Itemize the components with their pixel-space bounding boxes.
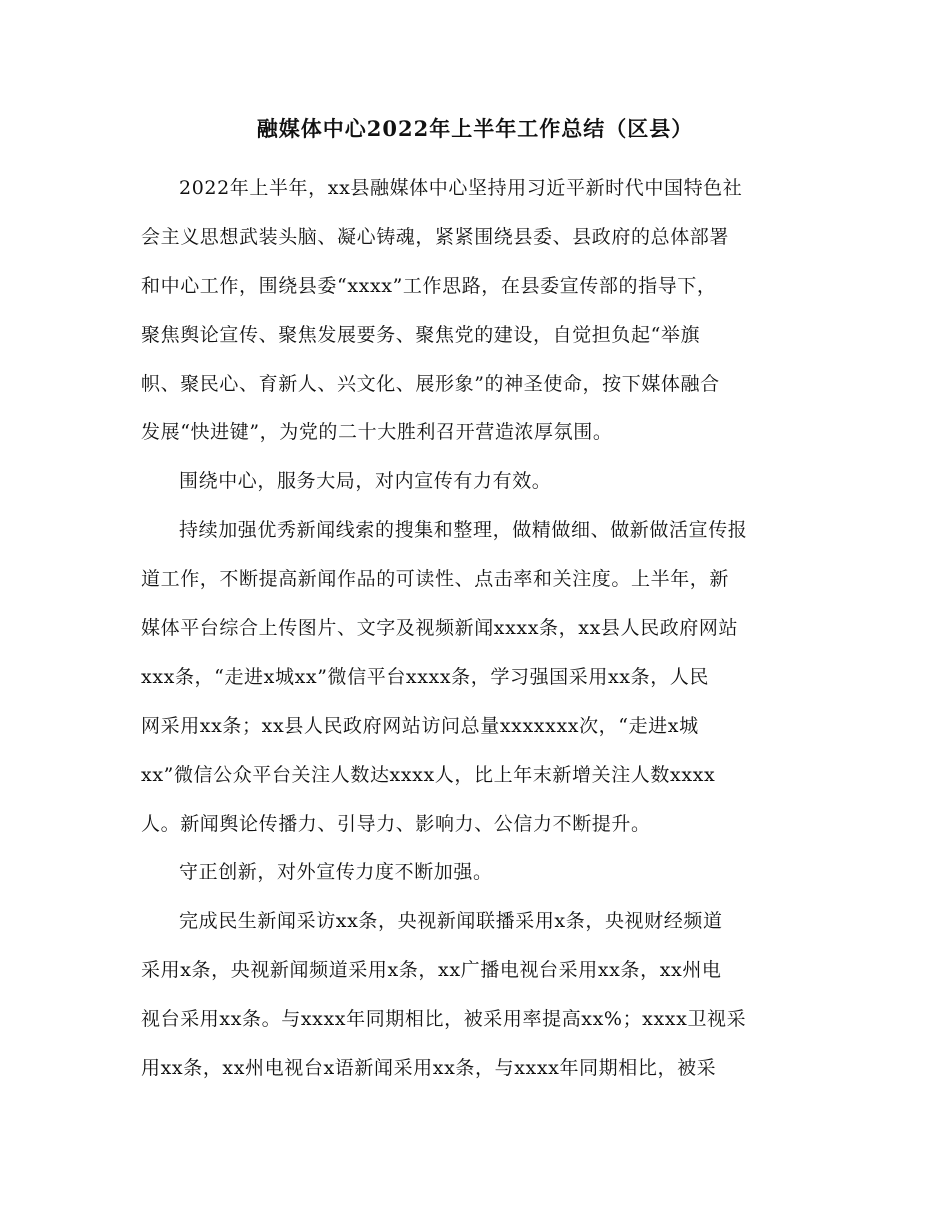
section-heading-line: 守正创新，对外宣传力度不断加强。 (179, 861, 493, 884)
paragraph-line: 网采用xx条；xx县人民政府网站访问总量xxxxxxx次，“走进x城 (141, 714, 699, 737)
document-body (141, 164, 809, 1093)
paragraph-line: 持续加强优秀新闻线索的搜集和整理，做精做细、做新做活宣传报 (179, 519, 748, 542)
paragraph-line: 2022年上半年，xx县融媒体中心坚持用习近平新时代中国特色社 (179, 177, 743, 199)
paragraph-line: 人。新闻舆论传播力、引导力、影响力、公信力不断提升。 (141, 812, 651, 835)
document-title: 融媒体中心2022年上半年工作总结（区县） (256, 116, 694, 141)
paragraph-line: 发展“快进键”，为党的二十大胜利召开营造浓厚氛围。 (141, 421, 613, 444)
paragraph-line: 完成民生新闻采访xx条，央视新闻联播采用x条，央视财经频道 (179, 910, 723, 933)
paragraph-line: 帜、聚民心、育新人、兴文化、展形象”的神圣使命，按下媒体融合 (141, 372, 720, 395)
paragraph-line: 视台采用xx条。与xxxx年同期相比，被采用率提高xx%；xxxx卫视采 (141, 1008, 747, 1031)
paragraph-line: 媒体平台综合上传图片、文字及视频新闻xxxx条，xx县人民政府网站 (141, 617, 739, 640)
paragraph-line: xx”微信公众平台关注人数达xxxx人，比上年末新增关注人数xxxx (141, 763, 716, 786)
paragraph-line: 采用x条，央视新闻频道采用x条，xx广播电视台采用xx条，xx州电 (141, 959, 722, 982)
paragraph-line: 会主义思想武装头脑、凝心铸魂，紧紧围绕县委、县政府的总体部署 (141, 225, 730, 248)
paragraph-line: 聚焦舆论宣传、聚焦发展要务、聚焦党的建设，自觉担负起“举旗 (141, 323, 701, 346)
paragraph-line: 道工作，不断提高新闻作品的可读性、点击率和关注度。上半年，新 (141, 568, 730, 591)
paragraph-line: 用xx条，xx州电视台x语新闻采用xx条，与xxxx年同期相比，被采 (141, 1057, 717, 1080)
paragraph-line: 和中心工作，围绕县委“xxxx”工作思路，在县委宣传部的指导下， (141, 274, 717, 297)
paragraph-line: xxx条，“走进x城xx”微信平台xxxx条，学习强国采用xx条，人民 (141, 665, 710, 688)
section-heading-line: 围绕中心，服务大局，对内宣传有力有效。 (179, 470, 552, 493)
